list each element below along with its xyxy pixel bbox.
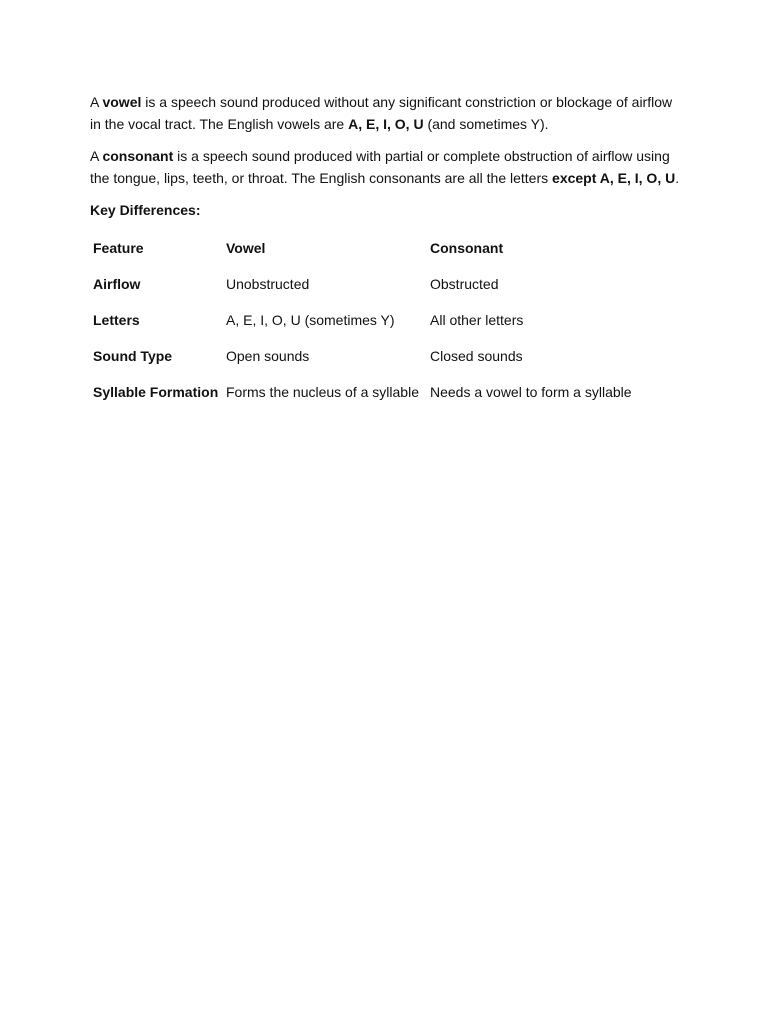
table-row <box>90 266 667 302</box>
table-cell-vowel: Unobstructed <box>226 275 310 292</box>
consonant-term: consonant <box>102 148 174 164</box>
differences-table <box>90 230 667 410</box>
table-header-cell: Consonant <box>430 239 504 256</box>
table-header-cell: Feature <box>93 239 144 256</box>
vowel-term: vowel <box>102 94 142 110</box>
table-cell-consonant: Needs a vowel to form a syllable <box>430 383 632 400</box>
table-row <box>90 302 667 338</box>
table-row <box>90 374 667 410</box>
document-body <box>90 92 680 410</box>
vowel-letters: A, E, I, O, U <box>348 115 424 132</box>
vowel-definition-text: is a speech sound produced without any significant constriction or blockage of airflow in the vocal tract. The English vowels are <box>90 94 673 132</box>
consonant-letters: except A, E, I, O, U <box>552 169 676 186</box>
table-cell-vowel: Forms the nucleus of a syllable <box>226 383 419 400</box>
consonant-prefix: A <box>90 148 103 164</box>
table-cell-feature: Sound Type <box>93 347 173 364</box>
consonant-suffix: . <box>675 169 680 186</box>
table-cell-consonant: Closed sounds <box>430 347 523 364</box>
table-cell-consonant: All other letters <box>430 311 524 328</box>
table-row <box>90 338 667 374</box>
table-cell-feature: Syllable Formation <box>93 383 219 400</box>
table-cell-feature: Letters <box>93 311 140 328</box>
vowel-suffix: (and sometimes Y). <box>423 115 549 132</box>
table-cell-vowel: A, E, I, O, U (sometimes Y) <box>226 311 395 328</box>
table-cell-consonant: Obstructed <box>430 275 499 292</box>
table-header-cell: Vowel <box>226 239 266 256</box>
consonant-definition-text: is a speech sound produced with partial or complete obstruction of airflow using the tongue, lips, teeth, or throat. The English consonants are all the letters <box>90 148 670 186</box>
vowel-prefix: A <box>90 94 103 110</box>
table-header-row <box>90 230 667 266</box>
table-cell-feature: Airflow <box>93 275 141 292</box>
vowel-definition-paragraph <box>90 92 680 135</box>
table-cell-vowel: Open sounds <box>226 347 310 364</box>
section-heading: Key Differences: <box>90 202 201 218</box>
consonant-definition-paragraph <box>90 146 680 189</box>
